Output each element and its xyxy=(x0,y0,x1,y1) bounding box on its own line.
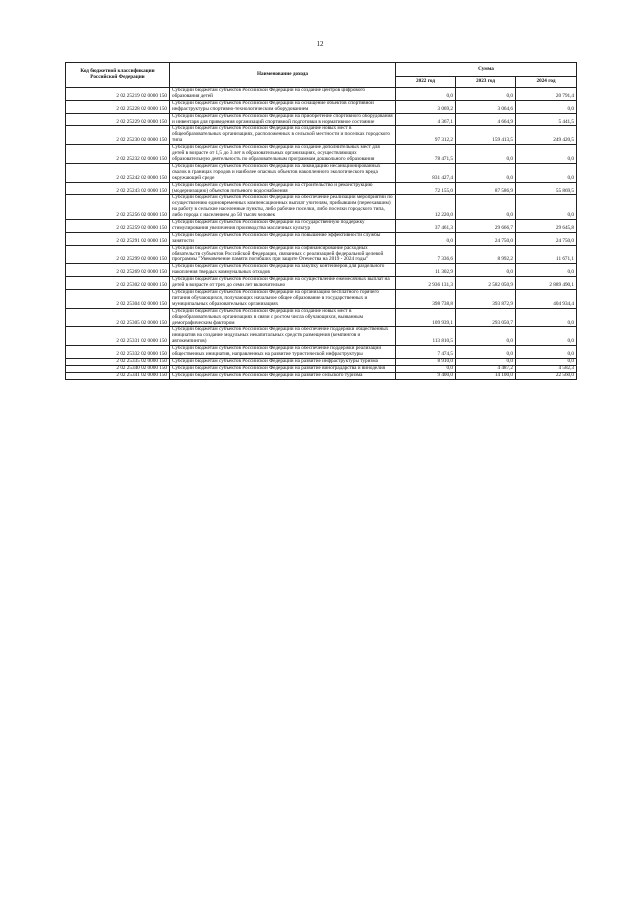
revenue-name-cell: Субсидии бюджетам субъектов Российской Федерации на организацию бесплатного горячего питания обучающихся, получающих начальное общее образование в государственных и муниципальных образовательных организациях xyxy=(170,290,396,309)
revenue-name-cell: Субсидии бюджетам субъектов Российской Федерации на осуществление ежемесячных выплат на детей в возрасте от трех до семи лет включительно xyxy=(170,277,396,290)
header-year-2023: 2023 год xyxy=(456,77,516,88)
table-row xyxy=(66,182,577,195)
amount-2024-cell: 5 441,5 xyxy=(516,113,577,126)
amount-2022-cell: 37 461,3 xyxy=(396,220,456,233)
revenue-name-cell: Субсидии бюджетам субъектов Российской Федерации на государственную поддержку стимулирования увеличения производства масличных культур xyxy=(170,220,396,233)
amount-2022-cell: 4 367,1 xyxy=(396,113,456,126)
budget-code-cell: 2 02 25299 02 0000 150 xyxy=(66,245,170,264)
amount-2022-cell: 72 155,0 xyxy=(396,182,456,195)
amount-2022-cell: 11 302,9 xyxy=(396,264,456,277)
budget-code-cell: 2 02 25332 02 0000 150 xyxy=(66,346,170,359)
amount-2022-cell: 97 312,2 xyxy=(396,126,456,145)
revenue-name-cell: Субсидии бюджетам субъектов Российской Федерации на оснащение объектов спортивной инфраструктуры спортивно-технологическим оборудованием xyxy=(170,100,396,113)
revenue-name-cell: Субсидии бюджетам субъектов Российской Федерации на создание дополнительных мест для детей в возрасте от 1,5 до 3 лет в образовательных организациях, осуществляющих образовательную деятельность по образовательным программам дошкольного образования xyxy=(170,145,396,164)
amount-2023-cell: 0,0 xyxy=(456,264,516,277)
revenue-name-cell: Субсидии бюджетам субъектов Российской Федерации на закупку контейнеров для раздельного накопления твердых коммунальных отходов xyxy=(170,264,396,277)
amount-2023-cell: 29 666,7 xyxy=(456,220,516,233)
table-row xyxy=(66,308,577,327)
budget-code-cell: 2 02 25305 02 0000 150 xyxy=(66,308,170,327)
header-year-2022: 2022 год xyxy=(396,77,456,88)
amount-2023-cell: 0,0 xyxy=(456,163,516,182)
amount-2023-cell: 0,0 xyxy=(456,358,516,365)
table-row xyxy=(66,163,577,182)
revenue-name-cell: Субсидии бюджетам субъектов Российской Федерации на обеспечение реализации мероприятий по осуществлению единовременных компенсационных выплат учителям, прибывшим (переехавшим) на работу в сельские населенные пункты, либо рабочие поселки, либо поселки городского типа, либо города с населением до 50 тысяч человек xyxy=(170,195,396,220)
table-row xyxy=(66,245,577,264)
revenue-name-cell: Субсидии бюджетам субъектов Российской Федерации на развитие инфраструктуры туризма xyxy=(170,358,396,365)
amount-2024-cell: 0,0 xyxy=(516,264,577,277)
table-row xyxy=(66,145,577,164)
budget-code-cell: 2 02 25242 02 0000 150 xyxy=(66,163,170,182)
budget-code-cell: 2 02 25259 02 0000 150 xyxy=(66,220,170,233)
amount-2023-cell: 0,0 xyxy=(456,346,516,359)
table-row xyxy=(66,232,577,245)
header-name: Наименование дохода xyxy=(170,63,396,88)
amount-2023-cell: 0,0 xyxy=(456,145,516,164)
amount-2022-cell: 113 810,5 xyxy=(396,327,456,346)
amount-2023-cell: 14 100,0 xyxy=(456,372,516,379)
amount-2022-cell: 12 220,0 xyxy=(396,195,456,220)
amount-2024-cell: 0,0 xyxy=(516,327,577,346)
revenue-name-cell: Субсидии бюджетам субъектов Российской Федерации на софинансирование расходных обязательств субъектов Российской Федерации, связанных с реализацией федеральной целевой программы "Увековечение памяти погибших при защите Отечества на 2019 - 2024 годы" xyxy=(170,245,396,264)
amount-2023-cell: 4 664,9 xyxy=(456,113,516,126)
budget-code-cell: 2 02 25256 02 0000 150 xyxy=(66,195,170,220)
amount-2024-cell: 404 934,4 xyxy=(516,290,577,309)
revenue-name-cell: Субсидии бюджетам субъектов Российской Федерации на обеспечение поддержки реализации общественных инициатив, направленных на развитие туристической инфраструктуры xyxy=(170,346,396,359)
budget-code-cell: 2 02 25219 02 0000 150 xyxy=(66,88,170,101)
revenue-name-cell: Субсидии бюджетам субъектов Российской Федерации на создание новых мест в общеобразовательных организациях в связи с ростом числа обучающихся, вызванным демографическим фактором xyxy=(170,308,396,327)
amount-2024-cell: 55 869,5 xyxy=(516,182,577,195)
amount-2024-cell: 2 889 490,1 xyxy=(516,277,577,290)
table-row xyxy=(66,290,577,309)
revenue-name-cell: Субсидии бюджетам субъектов Российской Федерации на развитие сельского туризма xyxy=(170,372,396,379)
revenue-name-cell: Субсидии бюджетам субъектов Российской Федерации на развитие виноградарства и виноделия xyxy=(170,365,396,372)
revenue-name-cell: Субсидии бюджетам субъектов Российской Федерации на обеспечение поддержки общественных инициатив на создание модульных некапитальных средств размещения (кемпингов и автокемпингов) xyxy=(170,327,396,346)
amount-2023-cell: 87 586,9 xyxy=(456,182,516,195)
amount-2024-cell: 249 420,5 xyxy=(516,126,577,145)
budget-code-cell: 2 02 25232 02 0000 150 xyxy=(66,145,170,164)
amount-2024-cell: 4 582,3 xyxy=(516,365,577,372)
budget-code-cell: 2 02 25269 02 0000 150 xyxy=(66,264,170,277)
header-code: Код бюджетной классификации Российской Федерации xyxy=(66,63,170,88)
amount-2023-cell: 4 487,2 xyxy=(456,365,516,372)
amount-2022-cell: 7 474,5 xyxy=(396,346,456,359)
amount-2023-cell: 24 750,0 xyxy=(456,232,516,245)
table-row xyxy=(66,195,577,220)
amount-2023-cell: 3 064,6 xyxy=(456,100,516,113)
budget-code-cell: 2 02 25291 02 0000 150 xyxy=(66,232,170,245)
amount-2024-cell: 0,0 xyxy=(516,163,577,182)
revenue-name-cell: Субсидии бюджетам субъектов Российской Федерации на ликвидацию несанкционированных свалок в границах городов и наиболее опасных объектов накопленного экологического вреда окружающей среде xyxy=(170,163,396,182)
budget-code-cell: 2 02 25331 02 0000 150 xyxy=(66,327,170,346)
amount-2024-cell: 0,0 xyxy=(516,358,577,365)
budget-code-cell: 2 02 25228 02 0000 150 xyxy=(66,100,170,113)
amount-2024-cell: 0,0 xyxy=(516,346,577,359)
table-row xyxy=(66,264,577,277)
table-row xyxy=(66,346,577,359)
table-row xyxy=(66,372,577,379)
page-number: 12 xyxy=(316,40,324,48)
amount-2022-cell: 398 738,8 xyxy=(396,290,456,309)
amount-2022-cell: 9 400,0 xyxy=(396,372,456,379)
amount-2022-cell: 831 427,4 xyxy=(396,163,456,182)
amount-2024-cell: 0,0 xyxy=(516,195,577,220)
amount-2022-cell: 0,0 xyxy=(396,232,456,245)
budget-code-cell: 2 02 25335 02 0000 150 xyxy=(66,358,170,365)
table-row xyxy=(66,327,577,346)
revenue-name-cell: Субсидии бюджетам субъектов Российской Федерации на создание центров цифрового образования детей xyxy=(170,88,396,101)
amount-2023-cell: 0,0 xyxy=(456,327,516,346)
table-row xyxy=(66,220,577,233)
budget-code-cell: 2 02 25302 02 0000 150 xyxy=(66,277,170,290)
table-row xyxy=(66,100,577,113)
amount-2024-cell: 11 671,1 xyxy=(516,245,577,264)
amount-2023-cell: 2 582 050,9 xyxy=(456,277,516,290)
budget-revenue-table xyxy=(65,62,577,380)
revenue-name-cell: Субсидии бюджетам субъектов Российской Федерации на строительство и реконструкцию (модернизацию) объектов питьевого водоснабжения xyxy=(170,182,396,195)
amount-2024-cell: 29 645,8 xyxy=(516,220,577,233)
table-row xyxy=(66,277,577,290)
revenue-name-cell: Субсидии бюджетам субъектов Российской Федерации на создание новых мест в общеобразовательных организациях, расположенных в сельской местности и поселках городского типа xyxy=(170,126,396,145)
amount-2023-cell: 0,0 xyxy=(456,88,516,101)
header-year-2024: 2024 год xyxy=(516,77,577,88)
amount-2022-cell: 3 069,2 xyxy=(396,100,456,113)
amount-2024-cell: 20 791,4 xyxy=(516,88,577,101)
budget-code-cell: 2 02 25229 02 0000 150 xyxy=(66,113,170,126)
budget-code-cell: 2 02 25243 02 0000 150 xyxy=(66,182,170,195)
header-sum: Сумма xyxy=(396,63,577,77)
revenue-name-cell: Субсидии бюджетам субъектов Российской Федерации на повышение эффективности службы занятости xyxy=(170,232,396,245)
amount-2022-cell: 7 336,6 xyxy=(396,245,456,264)
amount-2024-cell: 22 560,0 xyxy=(516,372,577,379)
amount-2022-cell: 8 910,0 xyxy=(396,358,456,365)
amount-2023-cell: 293 050,7 xyxy=(456,308,516,327)
amount-2024-cell: 24 750,0 xyxy=(516,232,577,245)
amount-2024-cell: 0,0 xyxy=(516,308,577,327)
budget-code-cell: 2 02 25304 02 0000 150 xyxy=(66,290,170,309)
budget-code-cell: 2 02 25341 02 0000 150 xyxy=(66,372,170,379)
amount-2024-cell: 0,0 xyxy=(516,100,577,113)
revenue-name-cell: Субсидии бюджетам субъектов Российской Федерации на приобретение спортивного оборудования и инвентаря для приведения организаций спортивной подготовки в нормативное состояние xyxy=(170,113,396,126)
amount-2022-cell: 2 936 131,3 xyxy=(396,277,456,290)
amount-2023-cell: 8 992,2 xyxy=(456,245,516,264)
table-row xyxy=(66,126,577,145)
amount-2022-cell: 109 939,1 xyxy=(396,308,456,327)
amount-2022-cell: 0,0 xyxy=(396,365,456,372)
table-row xyxy=(66,88,577,101)
amount-2023-cell: 0,0 xyxy=(456,195,516,220)
amount-2023-cell: 393 872,9 xyxy=(456,290,516,309)
budget-code-cell: 2 02 25340 02 0000 150 xyxy=(66,365,170,372)
amount-2022-cell: 0,0 xyxy=(396,88,456,101)
amount-2024-cell: 0,0 xyxy=(516,145,577,164)
amount-2022-cell: 78 471,5 xyxy=(396,145,456,164)
amount-2023-cell: 159 413,5 xyxy=(456,126,516,145)
budget-code-cell: 2 02 25230 02 0000 150 xyxy=(66,126,170,145)
